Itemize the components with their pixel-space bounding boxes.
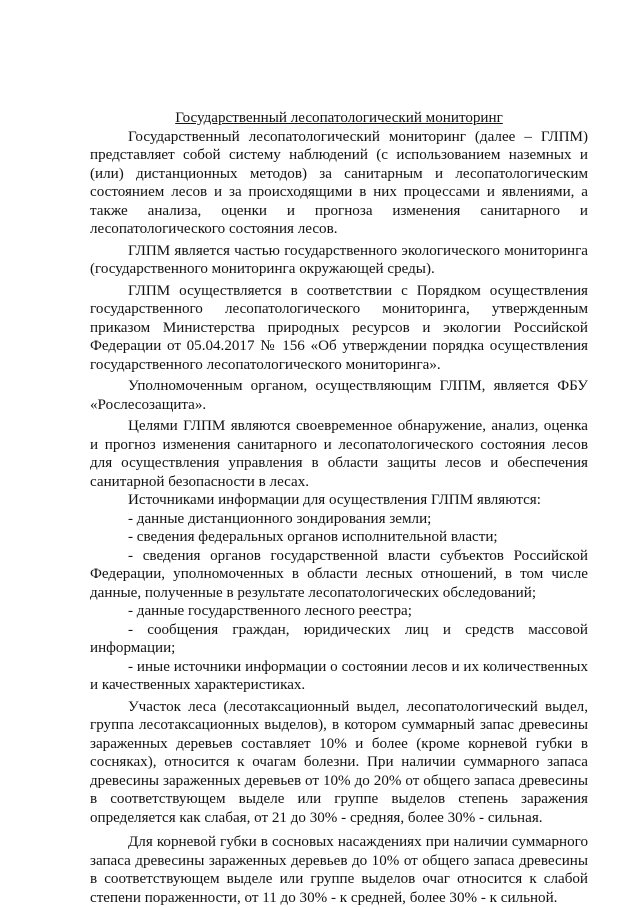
list-item: - данные государственного лесного реестра; — [128, 603, 412, 619]
paragraph-goals: Целями ГЛПМ являются своевременное обнаружение, анализ, оценка и прогноз изменения санитарного и лесопатологического состояния лесов для осуществления управления в области защиты лесов и обеспечения санитарной безопасности в лесах. — [90, 418, 588, 490]
document-body — [90, 109, 588, 907]
list-item: - сообщения граждан, юридических лиц и средств массовой информации; — [90, 621, 588, 656]
paragraph-sources-intro: Источниками информации для осуществления ГЛПМ являются: — [128, 492, 541, 508]
list-item: - сведения органов государственной власти субъектов Российской Федерации, уполномоченных в области лесных отношений, в том числе данные, полученные в результате лесопатологических обследований; — [90, 547, 588, 601]
document-title: Государственный лесопатологический мониторинг — [175, 110, 503, 126]
paragraph-legal-basis: ГЛПМ осуществляется в соответствии с Порядком осуществления государственного лесопатологического мониторинга, утвержденным приказом Министерства природных ресурсов и экологии Российской Федерации от 05.04.2017 № 156 «Об утверждении порядка осуществления государственного лесопатологического мониторинга». — [90, 282, 588, 373]
list-item: - иные источники информации о состоянии лесов и их количественных и качественных характеристиках. — [90, 658, 588, 693]
list-item: - данные дистанционного зондирования земли; — [128, 510, 432, 527]
paragraph-root-fungus: Для корневой губки в сосновых насаждениях при наличии суммарного запаса древесины зараженных деревьев до 10% от общего запаса древесины в соответствующем выделе или группе выделов очаг относится к слабой степени пораженности, от 11 до 30% - к средней, более 30% - к сильной. — [90, 834, 588, 906]
list-item: - сведения федеральных органов исполнительной власти; — [128, 529, 498, 545]
paragraph-definition: Государственный лесопатологический мониторинг (далее – ГЛПМ) представляет собой систему наблюдений (с использованием наземных и (или) дистанционных методов) за санитарным и лесопатологическим состоянием лесов и за происходящими в них процессами и явлениями, а также анализа, оценки и прогноза изменения санитарного и лесопатологического состояния лесов. — [90, 128, 588, 237]
paragraph-disease-focus: Участок леса (лесотаксационный выдел, лесопатологический выдел, группа лесотаксационных выделов), в котором суммарный запас древесины зараженных деревьев составляет 10% и более (кроме корневой губки в сосняках), относится к очагам болезни. При наличии суммарного запаса древесины зараженных деревьев от 10% до 20% от общего запаса древесины в соответствующем выделе или группе выделов степень заражения определяется как слабая, от 21 до 30% - средняя, более 30% - сильная. — [90, 698, 588, 826]
paragraph-authorized-body: Уполномоченным органом, осуществляющим ГЛПМ, является ФБУ «Рослесозащита». — [90, 378, 588, 413]
paragraph-part-of-monitoring: ГЛПМ является частью государственного экологического мониторинга (государственного мониторинга окружающей среды). — [90, 242, 588, 277]
